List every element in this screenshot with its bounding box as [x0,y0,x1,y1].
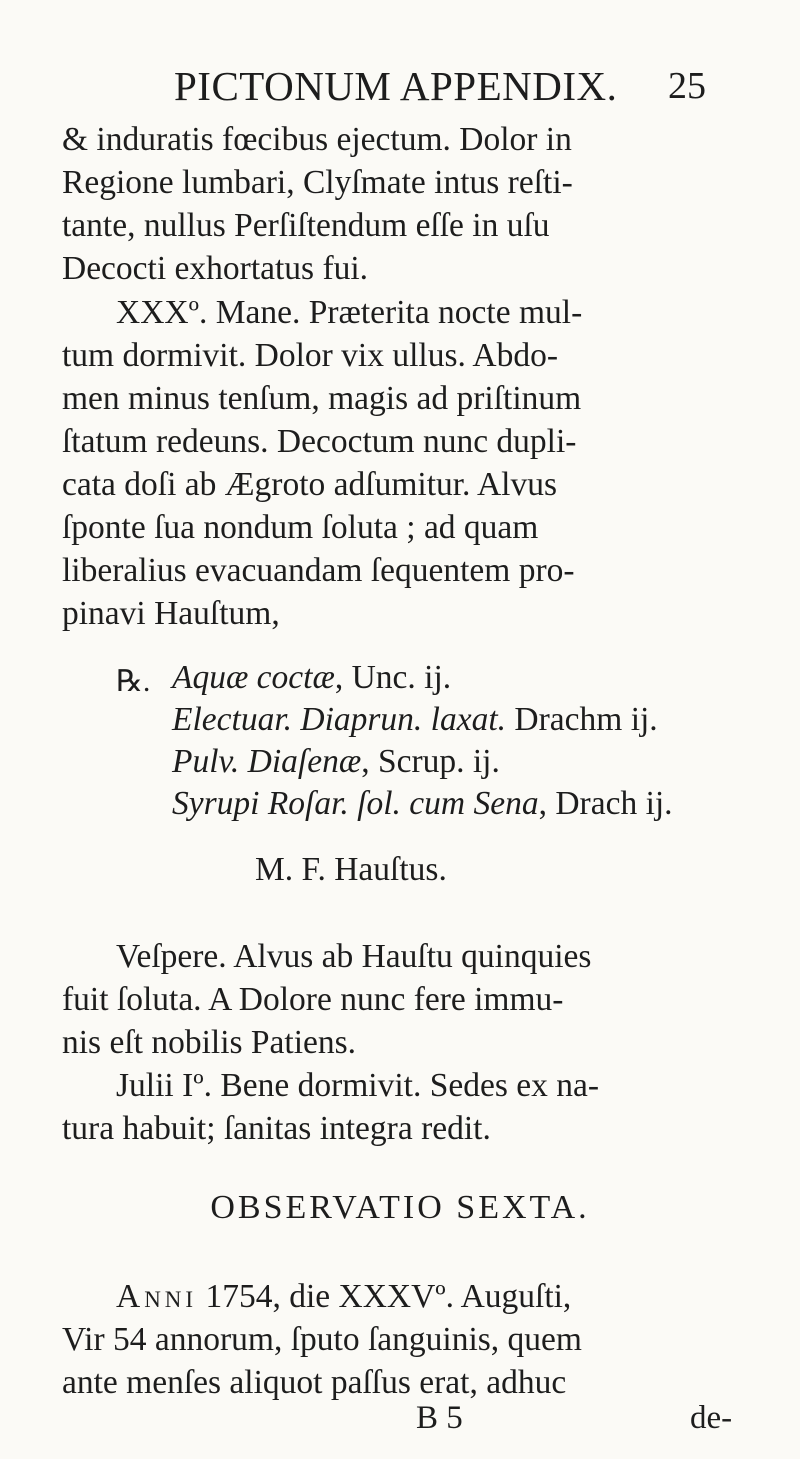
section-heading: OBSERVATIO SEXTA. [210,1189,590,1226]
text-line: Regione lumbari, Clyſmate intus reſti- [62,164,573,201]
text-line: Veſpere. Alvus ab Hauſtu quinquies [116,938,592,975]
text-line [116,1277,571,1317]
text-line: tura habuit; ſanitas integra redit. [62,1110,491,1147]
text-line: pinavi Hauſtum, [62,595,280,632]
ingredient-name: Pulv. Diaſenæ [172,743,362,780]
text-line: ſponte ſua nondum ſoluta ; ad quam [62,509,539,546]
text-line: fuit ſoluta. A Dolore nunc fere immu- [62,981,564,1018]
running-head-title: PICTONUM APPENDIX. [174,63,618,109]
text-line: nis eſt nobilis Patiens. [62,1024,357,1061]
text-line: ſtatum redeuns. Decoctum nunc dupli- [62,423,577,460]
text-line: tante, nullus Perſiſtendum eſſe in uſu [62,207,550,244]
ingredient-name: Syrupi Roſar. ſol. cum Sena [172,785,539,822]
text-line: Vir 54 annorum, ſputo ſanguinis, quem [62,1321,582,1358]
recipe-instruction: M. F. Hauſtus. [255,851,447,888]
signature-mark: B 5 [416,1400,463,1436]
lead-word: Anni [116,1278,198,1315]
ingredient-name: Electuar. Diaprun. laxat. [172,701,507,738]
text-line: Julii Iº. Bene dormivit. Sedes ex na- [116,1067,600,1104]
recipe-item [172,658,451,698]
recipe-item [172,700,658,740]
ingredient-dose: Drachm ij. [506,701,658,738]
catchword: de- [690,1400,733,1436]
text-line: XXXº. Mane. Præterita nocte mul- [116,294,583,331]
recipe-symbol: ℞. [116,665,151,698]
text-line: men minus tenſum, magis ad priſtinum [62,380,582,417]
ingredient-dose: , Drach ij. [538,785,673,822]
ingredient-name: Aquæ coctæ [172,659,335,696]
text-line: cata doſi ab Ægroto adſumitur. Alvus [62,466,557,503]
text-line: tum dormivit. Dolor vix ullus. Abdo- [62,337,558,374]
recipe-item [172,784,673,824]
text-line: liberalius evacuandam ſequentem pro- [62,552,575,589]
page-number: 25 [668,65,706,107]
recipe-item [172,742,500,782]
text-line: & induratis fœcibus ejectum. Dolor in [62,121,572,158]
running-head [0,62,800,114]
text-line: ante menſes aliquot paſſus erat, adhuc [62,1364,567,1401]
ingredient-dose: , Scrup. ij. [361,743,500,780]
line-rest: 1754, die XXXVº. Auguſti, [197,1278,572,1315]
ingredient-dose: , Unc. ij. [334,659,452,696]
text-line: Decocti exhortatus fui. [62,250,369,287]
